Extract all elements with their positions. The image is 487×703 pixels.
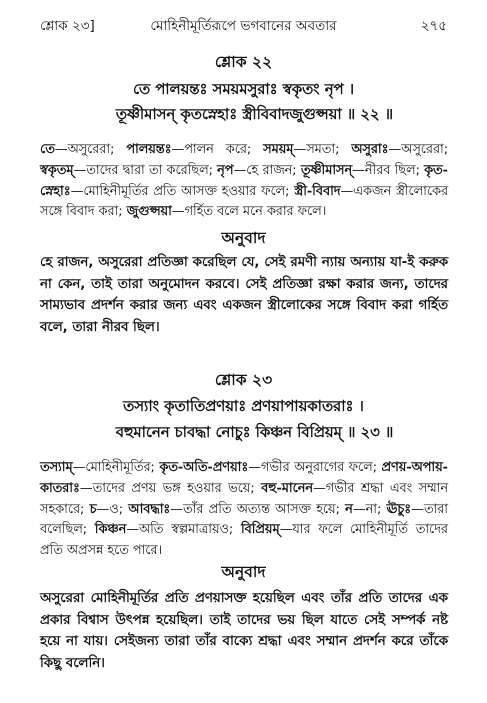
synonym-term: কিঞ্চন xyxy=(94,522,127,538)
synonym-meaning: একজন স্ত্রীলোকের সঙ্গে বিবাদ করা xyxy=(40,183,448,220)
verse-22-line-1: তে পালয়ন্তঃ সময়মসুরাঃ স্বকৃতং নৃপ । xyxy=(132,81,355,98)
synonym-term: তে xyxy=(40,142,55,157)
synonym-term: তস্যাম্ xyxy=(40,460,73,475)
verse-23-translation: অসুরেরা মোহিনীমূর্তির প্রতি প্রণয়াসক্ত হয়েছিল এবং তাঁর প্রতি তাদের এক প্রকার বিশ্বাস উৎপন্ন হয়েছিল। তাই তাদের ভয় ছিল যাতে সেই সম্পর্ক নষ্ট হয়ে না যায়। সেইজন্য তারা তাঁর বাক্যে শ্রদ্ধা এবং সম্মান প্রদর্শন করে তাঁকে কিছু বলেনি। xyxy=(40,591,448,671)
synonym-term: জুগুপ্সয়া xyxy=(126,204,172,220)
synonym-meaning: ও xyxy=(109,501,119,517)
synonym-meaning: নীরব ছিল xyxy=(364,162,416,178)
synonym-meaning: গভীর অনুরাগের ফলে xyxy=(261,460,373,475)
verse-22-synonyms: তে—অসুরেরা; পালয়ন্তঃ—পালন করে; সময়ম্—সমতা; অসুরাঃ—অসুরেরা; স্বকৃতম্—তাদের দ্বারা তা করেছিল; নৃপ—হে রাজন; তূষ্ণীমাসন্—নীরব ছিল; কৃত-স্নেহাঃ—মোহিনীমূর্তির প্রতি আসক্ত হওয়ার ফলে; স্ত্রী-বিবাদ—একজন স্ত্রীলোকের সঙ্গে বিবাদ করা; জুগুপ্সয়া—গর্হিত বলে মনে করার ফলে। xyxy=(40,142,449,220)
verse-23-translation-heading: অনুবাদ xyxy=(221,563,266,581)
synonym-meaning: অসুরেরা xyxy=(401,142,444,157)
synonym-meaning: গভীর শ্রদ্ধা এবং সম্মান সহকারে xyxy=(40,480,448,517)
synonym-term: ঊচুঃ xyxy=(386,501,412,517)
synonym-meaning: না xyxy=(365,501,377,517)
synonym-meaning: তাদের প্রণয় ভঙ্গ হওয়ার ভয়ে xyxy=(92,480,251,496)
verse-22-translation-heading: অনুবাদ xyxy=(221,229,266,247)
verse-22-translation: হে রাজন, অসুরেরা প্রতিজ্ঞা করেছিল যে, সেই রমণী ন্যায় অন্যায় যা-ই করুক না কেন, তাই তারা অনুমোদন করবে। সেই প্রতিজ্ঞা রক্ষা করার জন্য, তাদের সাম্যভাব প্রদর্শন করার জন্য এবং একজন স্ত্রীলোকের সঙ্গে বিবাদ করা গর্হিত বলে, তারা নীরব ছিল। xyxy=(40,255,448,335)
synonym-term: সময়ম্ xyxy=(263,142,294,157)
synonym-term: কৃত-স্নেহাঃ xyxy=(40,162,448,199)
synonym-meaning: অতি স্বল্পমাত্রায়ও xyxy=(139,522,229,538)
synonym-term: অসুরাঃ xyxy=(351,142,389,157)
verse-23-line-1: তস্যাং কৃতাতিপ্রণয়াঃ প্রণয়াপায়কাতরাঃ । xyxy=(123,398,364,415)
synonym-meaning: হে রাজন xyxy=(246,162,293,178)
synonym-meaning: সমতা xyxy=(306,142,336,157)
verse-23-synonyms: তস্যাম্—মোহিনীমূর্তির; কৃত-অতি-প্রণয়াঃ—গভীর অনুরাগের ফলে; প্রণয়-অপায়-কাতরাঃ—তাদের প্রণয় ভঙ্গ হওয়ার ভয়ে; বহু-মানেন—গভীর শ্রদ্ধা এবং সম্মান সহকারে; চ—ও; আবদ্ধাঃ—তাঁর প্রতি অত্যন্ত আসক্ত হয়ে; ন—না; ঊচুঃ—তারা বলেছিল; কিঞ্চন—অতি স্বল্পমাত্রায়ও; বিপ্রিয়ম্—যার ফলে মোহিনীমূর্তি তাদের প্রতি অপ্রসন্ন হতে পারে। xyxy=(40,460,449,559)
verse-23-heading: শ্লোক ২৩ xyxy=(214,371,273,389)
synonym-meaning: গর্হিত বলে মনে করার ফলে। xyxy=(184,204,327,220)
synonym-meaning: অসুরেরা xyxy=(67,142,111,157)
synonym-term: তূষ্ণীমাসন্ xyxy=(300,162,353,178)
verse-22-line-2: তূষ্ণীমাসন্ কৃতস্নেহাঃ স্ত্রীবিবাদজুগুপ্সয়া ॥ ২২ ॥ xyxy=(115,106,394,123)
synonym-term: ন xyxy=(345,501,353,517)
synonym-meaning: মোহিনীমূর্তির xyxy=(85,460,151,475)
synonym-term: বহু-মানেন xyxy=(261,480,313,496)
synonym-term: বিপ্রিয়ম্ xyxy=(240,522,280,538)
synonym-meaning: যার ফলে মোহিনীমূর্তি তাদের প্রতি অপ্রসন্ন হতে পারে। xyxy=(40,522,448,559)
verse-23-line-2: বহুমানেন চাবদ্ধা নোচুঃ কিঞ্চন বিপ্রিয়ম্ ॥ ২৩ ॥ xyxy=(115,424,394,441)
synonym-term: স্ত্রী-বিবাদ xyxy=(294,183,341,199)
synonym-meaning: তাঁর প্রতি অত্যন্ত আসক্ত হয়ে xyxy=(183,501,336,517)
synonym-term: প্রণয়-অপায়-কাতরাঃ xyxy=(40,460,448,496)
synonym-term: চ xyxy=(89,501,97,517)
running-header-title: মোহিনীমূর্তিরূপে ভগবানের অবতার xyxy=(150,18,337,34)
synonym-term: পালয়ন্তঃ xyxy=(126,142,172,157)
verse-22-heading: শ্লোক ২২ xyxy=(214,53,273,71)
synonym-meaning: তারা বলেছিল xyxy=(40,501,449,538)
synonym-term: নৃপ xyxy=(217,162,234,178)
synonym-term: স্বকৃতম্ xyxy=(40,162,74,178)
synonym-meaning: তাদের দ্বারা তা করেছিল xyxy=(86,162,209,178)
running-header-verse: শ্লোক ২৩] xyxy=(40,18,95,34)
synonym-meaning: পালন করে xyxy=(184,142,247,157)
page-number: ২৭৫ xyxy=(420,18,447,34)
synonym-meaning: মোহিনীমূর্তির প্রতি আসক্ত হওয়ার ফলে xyxy=(83,183,286,199)
synonym-term: কৃত-অতি-প্রণয়াঃ xyxy=(159,460,249,475)
synonym-term: আবদ্ধাঃ xyxy=(128,501,171,517)
